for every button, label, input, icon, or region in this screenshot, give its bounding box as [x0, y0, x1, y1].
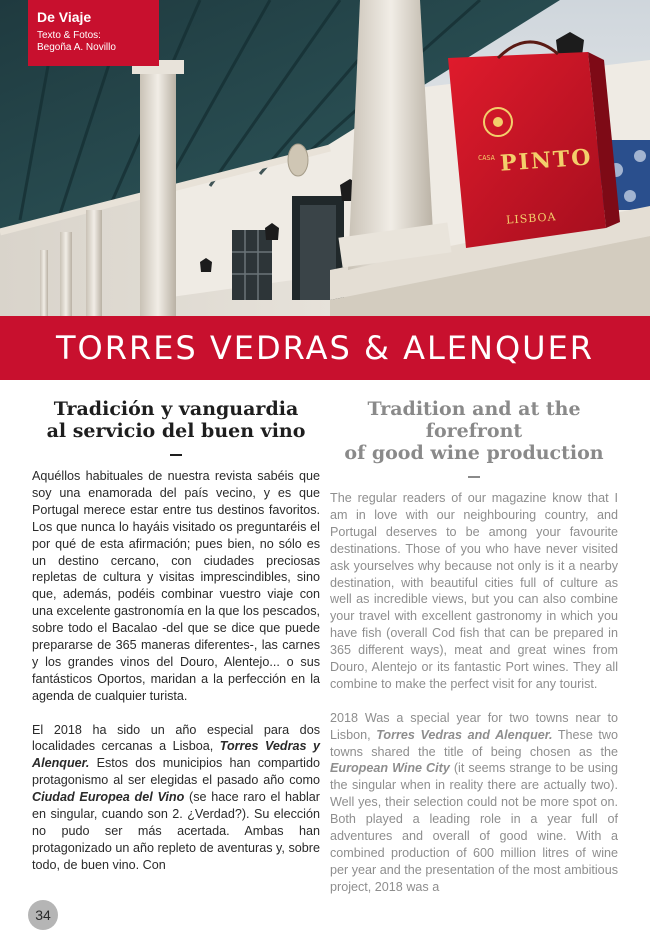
english-body	[330, 490, 618, 896]
section-label: De Viaje	[37, 9, 92, 25]
credit-line: Texto & Fotos:	[37, 30, 101, 41]
heading-divider	[468, 476, 480, 478]
spanish-column	[32, 398, 320, 891]
spanish-paragraph-1: Aquéllos habituales de nuestra revista sabéis que soy una enamorada del país vecino, y es que Portugal merece estar entre tus destinos favoritos. Los que nunca lo hayáis visitado os preguntaréis el por qué de esta afirmación; pues bien, no sólo es un destino cercano, con ciudades preciosas repletas de cultura y visitas imprescindibles, sino que, además, podéis combinar vuestro viaje con una excelente gastronomía en la que los pescados, sobre todo el Bacalao -del que se dice que puede prepararse de 365 maneras diferentes-, las carnes y los grandes vinos del Douro, Alentejo... o sus fantásticos Oportos, maridan a la perfección en la agenda de cualquier turista.	[32, 469, 320, 703]
article-title: TORRES VEDRAS & ALENQUER	[55, 329, 595, 367]
section-tag	[28, 0, 159, 66]
spanish-heading	[32, 398, 320, 442]
page-number: 34	[28, 900, 58, 930]
text-run: (it seems strange to be using the singular when in reality there are actually two). Well yes, their selection could not be more spot on. Both played a leading role in a year full of adventures and overall of good wine. With a combined production of 600 million litres of wine per year and the presentation of the most ambitious project, 2018 was a	[330, 761, 619, 894]
spanish-body	[32, 468, 320, 874]
emphasis-wine-city: European Wine City	[330, 761, 450, 776]
english-column	[330, 398, 618, 913]
spanish-heading-line2: al servicio del buen vino	[46, 420, 306, 442]
box-city: LISBOA	[505, 210, 557, 227]
heading-divider	[170, 454, 182, 456]
title-band	[0, 316, 650, 380]
english-heading-line2: of good wine production	[344, 442, 604, 464]
text-run: Estos dos municipios han compartido protagonismo al ser elegidas el pasado año como	[32, 756, 320, 788]
box-small-text: CASA	[478, 154, 495, 162]
spanish-paragraph-2	[32, 722, 320, 874]
text-run: 2018 Was a special year for two towns near to Lisbon,	[330, 710, 618, 742]
english-paragraph-2	[330, 710, 618, 896]
emphasis-town-names: Torres Vedras and Alenquer.	[376, 727, 553, 742]
english-heading-line1: Tradition and at the forefront	[367, 398, 581, 442]
english-paragraph-1: The regular readers of our magazine know that I am in love with our neighbouring country, and Portugal deserves to be among your favourite destinations. Those of you who have never visited ask yourselves why because not only is it a nearby destination, with beautiful cities full of culture as well as incredible views, but you can also combine your travel with excellent gastronomy in which you have fish (overall Cod fish that can be prepared in 365 different ways), meat and great wines from Douro, Alentejo or its fantastic Port wines. They all combine to make the perfect visit for any tourist.	[330, 491, 618, 691]
emphasis-wine-city: Ciudad Europea del Vino	[32, 790, 185, 805]
emphasis-town-names: Torres Vedras y Alenquer.	[32, 739, 320, 771]
text-run: These two towns shared the title of being chosen as the	[330, 727, 619, 759]
text-run: El 2018 ha sido un año especial para dos localidades cercanas a Lisboa,	[32, 722, 320, 754]
box-brand: PINTO	[499, 144, 594, 177]
author-name: Begoña A. Novillo	[37, 42, 116, 53]
hero-photo	[0, 0, 650, 316]
text-run: (se hace raro el hablar en singular, cuando son 2. ¿Verdad?). Su elección no pudo ser más acertada. Ambas han protagonizado un año repleto de aventuras y, sobre todo, de buen vino. Con	[32, 790, 320, 872]
spanish-heading-line1: Tradición y vanguardia	[53, 398, 299, 420]
english-heading	[330, 398, 618, 464]
wine-box	[448, 42, 620, 248]
